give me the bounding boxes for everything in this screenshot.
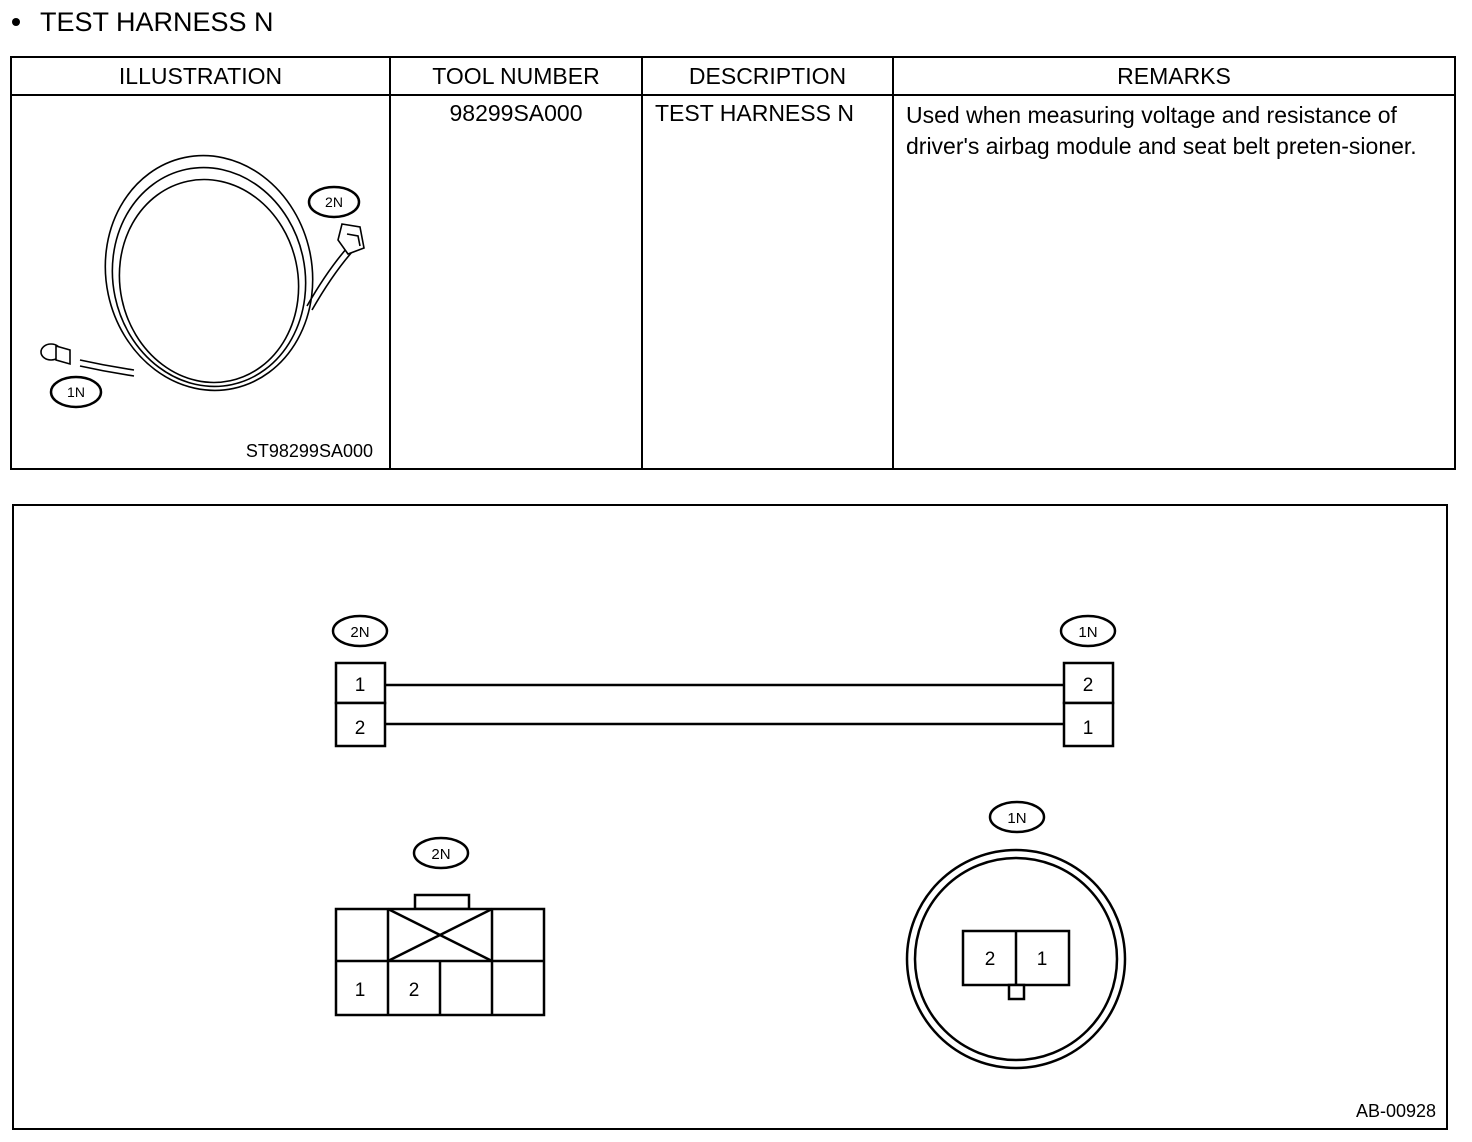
harness-left-pin-1: 1 — [354, 675, 366, 696]
illus-connector-2n-tag — [309, 187, 359, 217]
harness-right-pin-1: 1 — [1082, 718, 1094, 739]
connector-2n-face — [336, 895, 544, 1015]
harness-right-pin-2: 2 — [1082, 675, 1094, 696]
svg-text:1N: 1N — [1078, 624, 1098, 641]
svg-text:2N: 2N — [350, 624, 370, 641]
wiring-diagram-svg — [14, 506, 1446, 1128]
header-remarks: REMARKS — [893, 57, 1455, 95]
heading-text: TEST HARNESS N — [40, 7, 274, 37]
tool-number-cell: 98299SA000 — [390, 95, 642, 469]
illus-connector-1n-tag — [51, 377, 101, 407]
figure-id: AB-00928 — [1355, 1101, 1436, 1121]
remarks-cell: Used when measuring voltage and resistance of driver's airbag module and seat belt preten-sioner. — [893, 95, 1455, 469]
page-heading — [12, 4, 274, 40]
connector-1n-face — [907, 850, 1125, 1068]
description-cell: TEST HARNESS N — [642, 95, 893, 469]
wiring-diagram — [12, 504, 1448, 1130]
harness-right-tag — [1061, 616, 1115, 646]
illustration-cell — [11, 95, 390, 469]
header-tool-number: TOOL NUMBER — [390, 57, 642, 95]
harness-left-tag — [333, 616, 387, 646]
connector-2n-pin-2: 2 — [408, 980, 420, 1001]
connector-1n-tag — [990, 802, 1044, 832]
connector-2n-tag — [414, 838, 468, 868]
connector-1n-pin-1: 1 — [1036, 949, 1048, 970]
svg-text:2N: 2N — [325, 194, 343, 210]
table-row — [11, 95, 1455, 469]
bullet-icon — [12, 18, 20, 26]
harness-wires — [385, 685, 1064, 724]
header-illustration: ILLUSTRATION — [11, 57, 390, 95]
header-description: DESCRIPTION — [642, 57, 893, 95]
svg-text:2N: 2N — [431, 846, 451, 863]
tool-table — [10, 56, 1456, 470]
harness-left-pin-2: 2 — [354, 718, 366, 739]
connector-2n-pin-1: 1 — [354, 980, 366, 1001]
connector-1n-pin-2: 2 — [984, 949, 996, 970]
harness-illustration — [12, 96, 388, 462]
tool-table-header-row — [11, 57, 1455, 95]
svg-text:1N: 1N — [67, 384, 85, 400]
svg-text:1N: 1N — [1007, 810, 1027, 827]
illustration-code: ST98299SA000 — [245, 441, 373, 461]
